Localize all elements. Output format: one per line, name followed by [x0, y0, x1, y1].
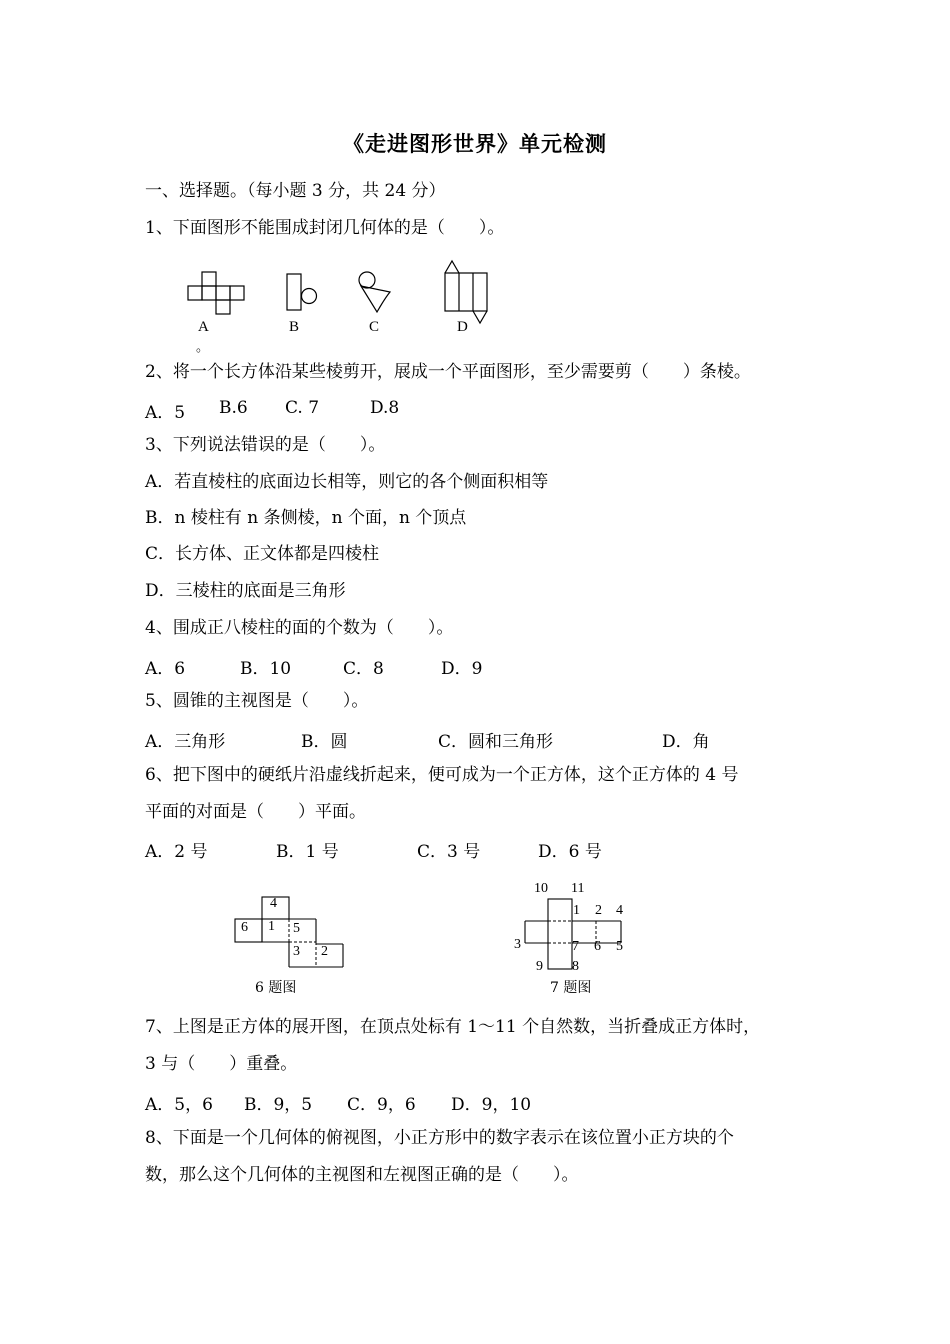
question-6-line2: 平面的对面是（ ）平面。: [145, 802, 366, 822]
question-4: 4、围成正八棱柱的面的个数为（ ）。: [145, 618, 454, 638]
fig7-num-7: 7: [572, 939, 579, 954]
q4-option-c: C．8: [343, 659, 384, 679]
question-7-line1: 7、上图是正方体的展开图，在顶点处标有 1～11 个自然数，当折叠成正方体时，: [145, 1017, 761, 1037]
q6-option-b: B．1 号: [276, 842, 339, 862]
question-1: 1、下面图形不能围成封闭几何体的是（ ）。: [145, 218, 505, 238]
page-title: 《走进图形世界》单元检测: [343, 131, 607, 156]
question-6-line1: 6、把下图中的硬纸片沿虚线折起来，便可成为一个正方体，这个正方体的 4 号: [145, 765, 739, 785]
q7-option-a: A．5，6: [145, 1095, 213, 1115]
fig6-num-2: 2: [321, 944, 328, 959]
q2-option-a: A．5: [145, 403, 186, 423]
q6-option-a: A．2 号: [145, 842, 208, 862]
q5-option-d: D．角: [662, 732, 710, 752]
q3-option-b: B．n 棱柱有 n 条侧棱，n 个面，n 个顶点: [145, 508, 467, 528]
q7-option-c: C．9，6: [347, 1095, 416, 1115]
q7-option-d: D．9，10: [451, 1095, 532, 1115]
q2-option-c: C. 7: [285, 398, 320, 418]
question-5: 5、圆锥的主视图是（ ）。: [145, 691, 369, 711]
q2-option-d: D.8: [370, 398, 400, 418]
fig7-num-11: 11: [571, 881, 585, 896]
q1-label-d: D: [457, 319, 468, 335]
q1-figure-d: [445, 261, 487, 323]
question-7-line2: 3 与（ ）重叠。: [145, 1054, 298, 1074]
q6-option-d: D．6 号: [538, 842, 602, 862]
question-3: 3、下列说法错误的是（ ）。: [145, 435, 386, 455]
q4-option-d: D．9: [441, 659, 483, 679]
fig7-num-10: 10: [534, 881, 548, 896]
fig6-num-4: 4: [270, 896, 277, 911]
q6-option-c: C．3 号: [417, 842, 481, 862]
figure-6-cube-net: [230, 890, 350, 975]
fig6-num-5: 5: [293, 921, 300, 936]
q5-option-b: B．圆: [301, 732, 348, 752]
fig6-num-1: 1: [268, 919, 275, 934]
q3-option-c: C．长方体、正文体都是四棱柱: [145, 544, 380, 564]
question-8-line1: 8、下面是一个几何体的俯视图，小正方形中的数字表示在该位置小正方块的个: [145, 1128, 734, 1148]
q1-figure-a: [188, 272, 244, 314]
fig7-num-6: 6: [594, 939, 601, 954]
figure-6-caption: 6 题图: [255, 980, 297, 996]
q1-stray-dot: 。: [196, 340, 210, 355]
q3-option-a: A．若直棱柱的底面边长相等，则它的各个侧面积相等: [145, 472, 549, 492]
fig7-num-3: 3: [514, 937, 521, 952]
fig7-num-1: 1: [573, 903, 580, 918]
q4-option-a: A．6: [145, 659, 186, 679]
fig7-num-8: 8: [572, 959, 579, 974]
q5-option-c: C．圆和三角形: [438, 732, 554, 752]
q1-figure-c: [359, 272, 390, 312]
fig7-num-2: 2: [595, 903, 602, 918]
fig7-num-9: 9: [536, 959, 543, 974]
q5-option-a: A．三角形: [145, 732, 226, 752]
fig7-num-5: 5: [616, 939, 623, 954]
figure-7-caption: 7 题图: [550, 980, 592, 996]
q7-option-b: B．9，5: [244, 1095, 313, 1115]
q1-label-c: C: [369, 319, 380, 335]
fig6-num-3: 3: [293, 944, 300, 959]
q1-figure-b: [287, 274, 317, 310]
question-8-line2: 数，那么这个几何体的主视图和左视图正确的是（ ）。: [145, 1165, 579, 1185]
q1-figures: [180, 258, 500, 358]
q4-option-b: B．10: [240, 659, 292, 679]
section-heading: 一、选择题。（每小题 3 分，共 24 分）: [145, 181, 446, 201]
q1-label-b: B: [289, 319, 300, 335]
q3-option-d: D．三棱柱的底面是三角形: [145, 581, 346, 601]
fig6-num-6: 6: [241, 920, 248, 935]
q2-option-b: B.6: [219, 398, 248, 418]
question-2: 2、将一个长方体沿某些棱剪开，展成一个平面图形，至少需要剪（ ）条棱。: [145, 362, 751, 382]
fig7-num-4: 4: [616, 903, 623, 918]
q1-label-a: A: [198, 319, 209, 335]
